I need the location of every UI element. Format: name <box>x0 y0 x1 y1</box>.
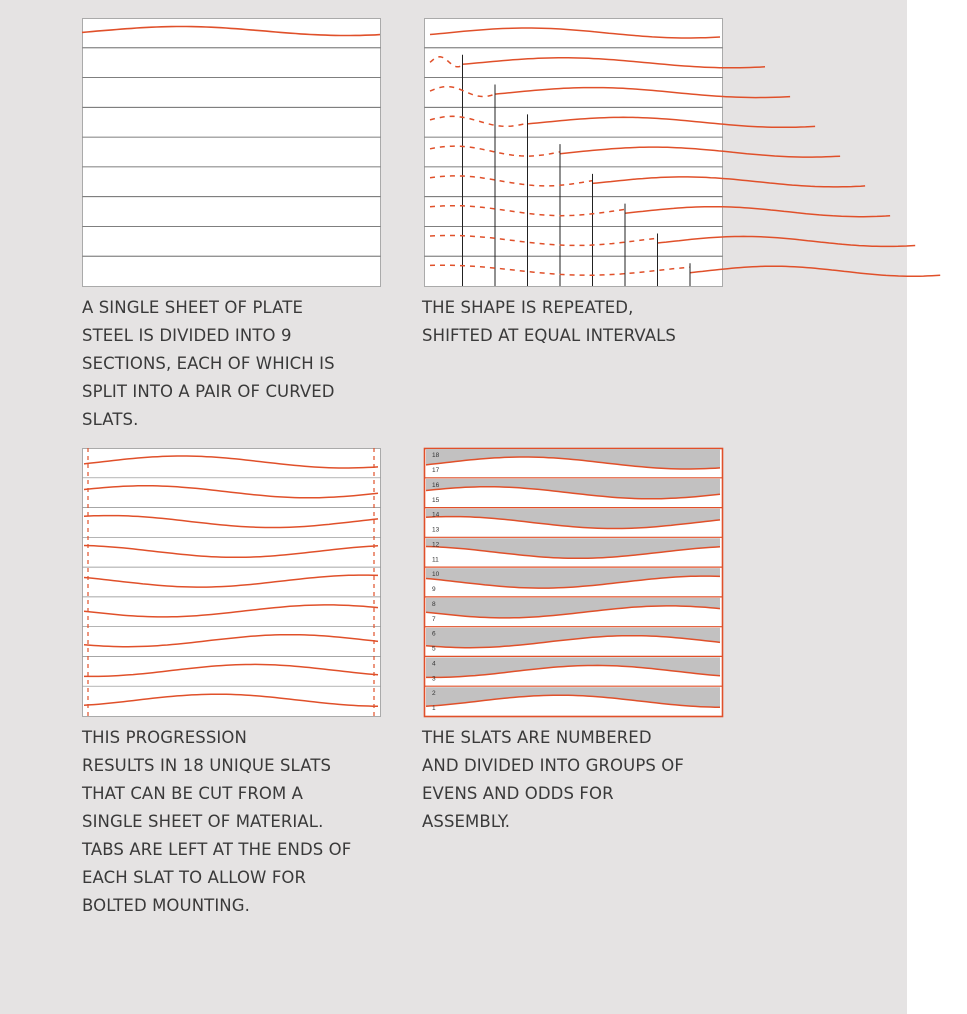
slat-number: 10 <box>432 571 440 579</box>
caption-line: EVENS AND ODDS FOR <box>422 784 614 803</box>
caption-line: ASSEMBLY. <box>422 812 511 831</box>
shifted-curve <box>690 266 940 276</box>
caption-line: RESULTS IN 18 UNIQUE SLATS <box>82 756 332 775</box>
slat-number: 12 <box>432 541 440 549</box>
caption-line: THIS PROGRESSION <box>82 728 247 747</box>
slat-number: 2 <box>432 690 436 698</box>
slat-number: 15 <box>432 496 440 504</box>
caption-single-sheet <box>82 294 402 434</box>
slat-number: 17 <box>432 467 440 474</box>
slat-number: 9 <box>432 586 436 594</box>
caption-line: BOLTED MOUNTING. <box>82 896 250 915</box>
slat-number: 16 <box>432 481 440 489</box>
slat-number: 1 <box>432 705 436 713</box>
caption-line: THE SLATS ARE NUMBERED <box>422 728 652 747</box>
caption-numbered <box>422 724 752 836</box>
caption-line: EACH SLAT TO ALLOW FOR <box>82 868 307 887</box>
diagram-single-sheet <box>82 18 382 288</box>
caption-line: SHIFTED AT EQUAL INTERVALS <box>422 326 677 345</box>
slat-number: 11 <box>432 556 439 564</box>
diagram-numbered-slats <box>424 448 724 718</box>
slat-number: 18 <box>432 452 440 459</box>
caption-line: THAT CAN BE CUT FROM A <box>82 784 304 803</box>
slat-number: 7 <box>432 615 436 623</box>
slat-number: 14 <box>432 511 440 519</box>
caption-line: TABS ARE LEFT AT THE ENDS OF <box>82 840 352 859</box>
caption-repeated-shape <box>422 294 752 350</box>
caption-line: SECTIONS, EACH OF WHICH IS <box>82 354 335 373</box>
caption-line: SINGLE SHEET OF MATERIAL. <box>82 812 324 831</box>
slat-number: 3 <box>432 675 436 683</box>
slat-number: 8 <box>432 600 436 608</box>
caption-line: A SINGLE SHEET OF PLATE <box>82 298 303 317</box>
caption-line: SPLIT INTO A PAIR OF CURVED <box>82 382 335 401</box>
slat-number: 6 <box>432 630 436 638</box>
caption-line: THE SHAPE IS REPEATED, <box>422 298 634 317</box>
diagram-repeated-shape <box>424 18 964 288</box>
diagram-progression-slats <box>82 448 382 718</box>
slat-number: 13 <box>432 526 440 534</box>
slat-number: 4 <box>432 660 436 668</box>
slat-number: 5 <box>432 645 436 653</box>
caption-line: AND DIVIDED INTO GROUPS OF <box>422 756 684 775</box>
caption-line: SLATS. <box>82 410 139 429</box>
caption-line: STEEL IS DIVIDED INTO 9 <box>82 326 292 345</box>
caption-progression <box>82 724 412 920</box>
sheet-outline <box>83 19 381 287</box>
